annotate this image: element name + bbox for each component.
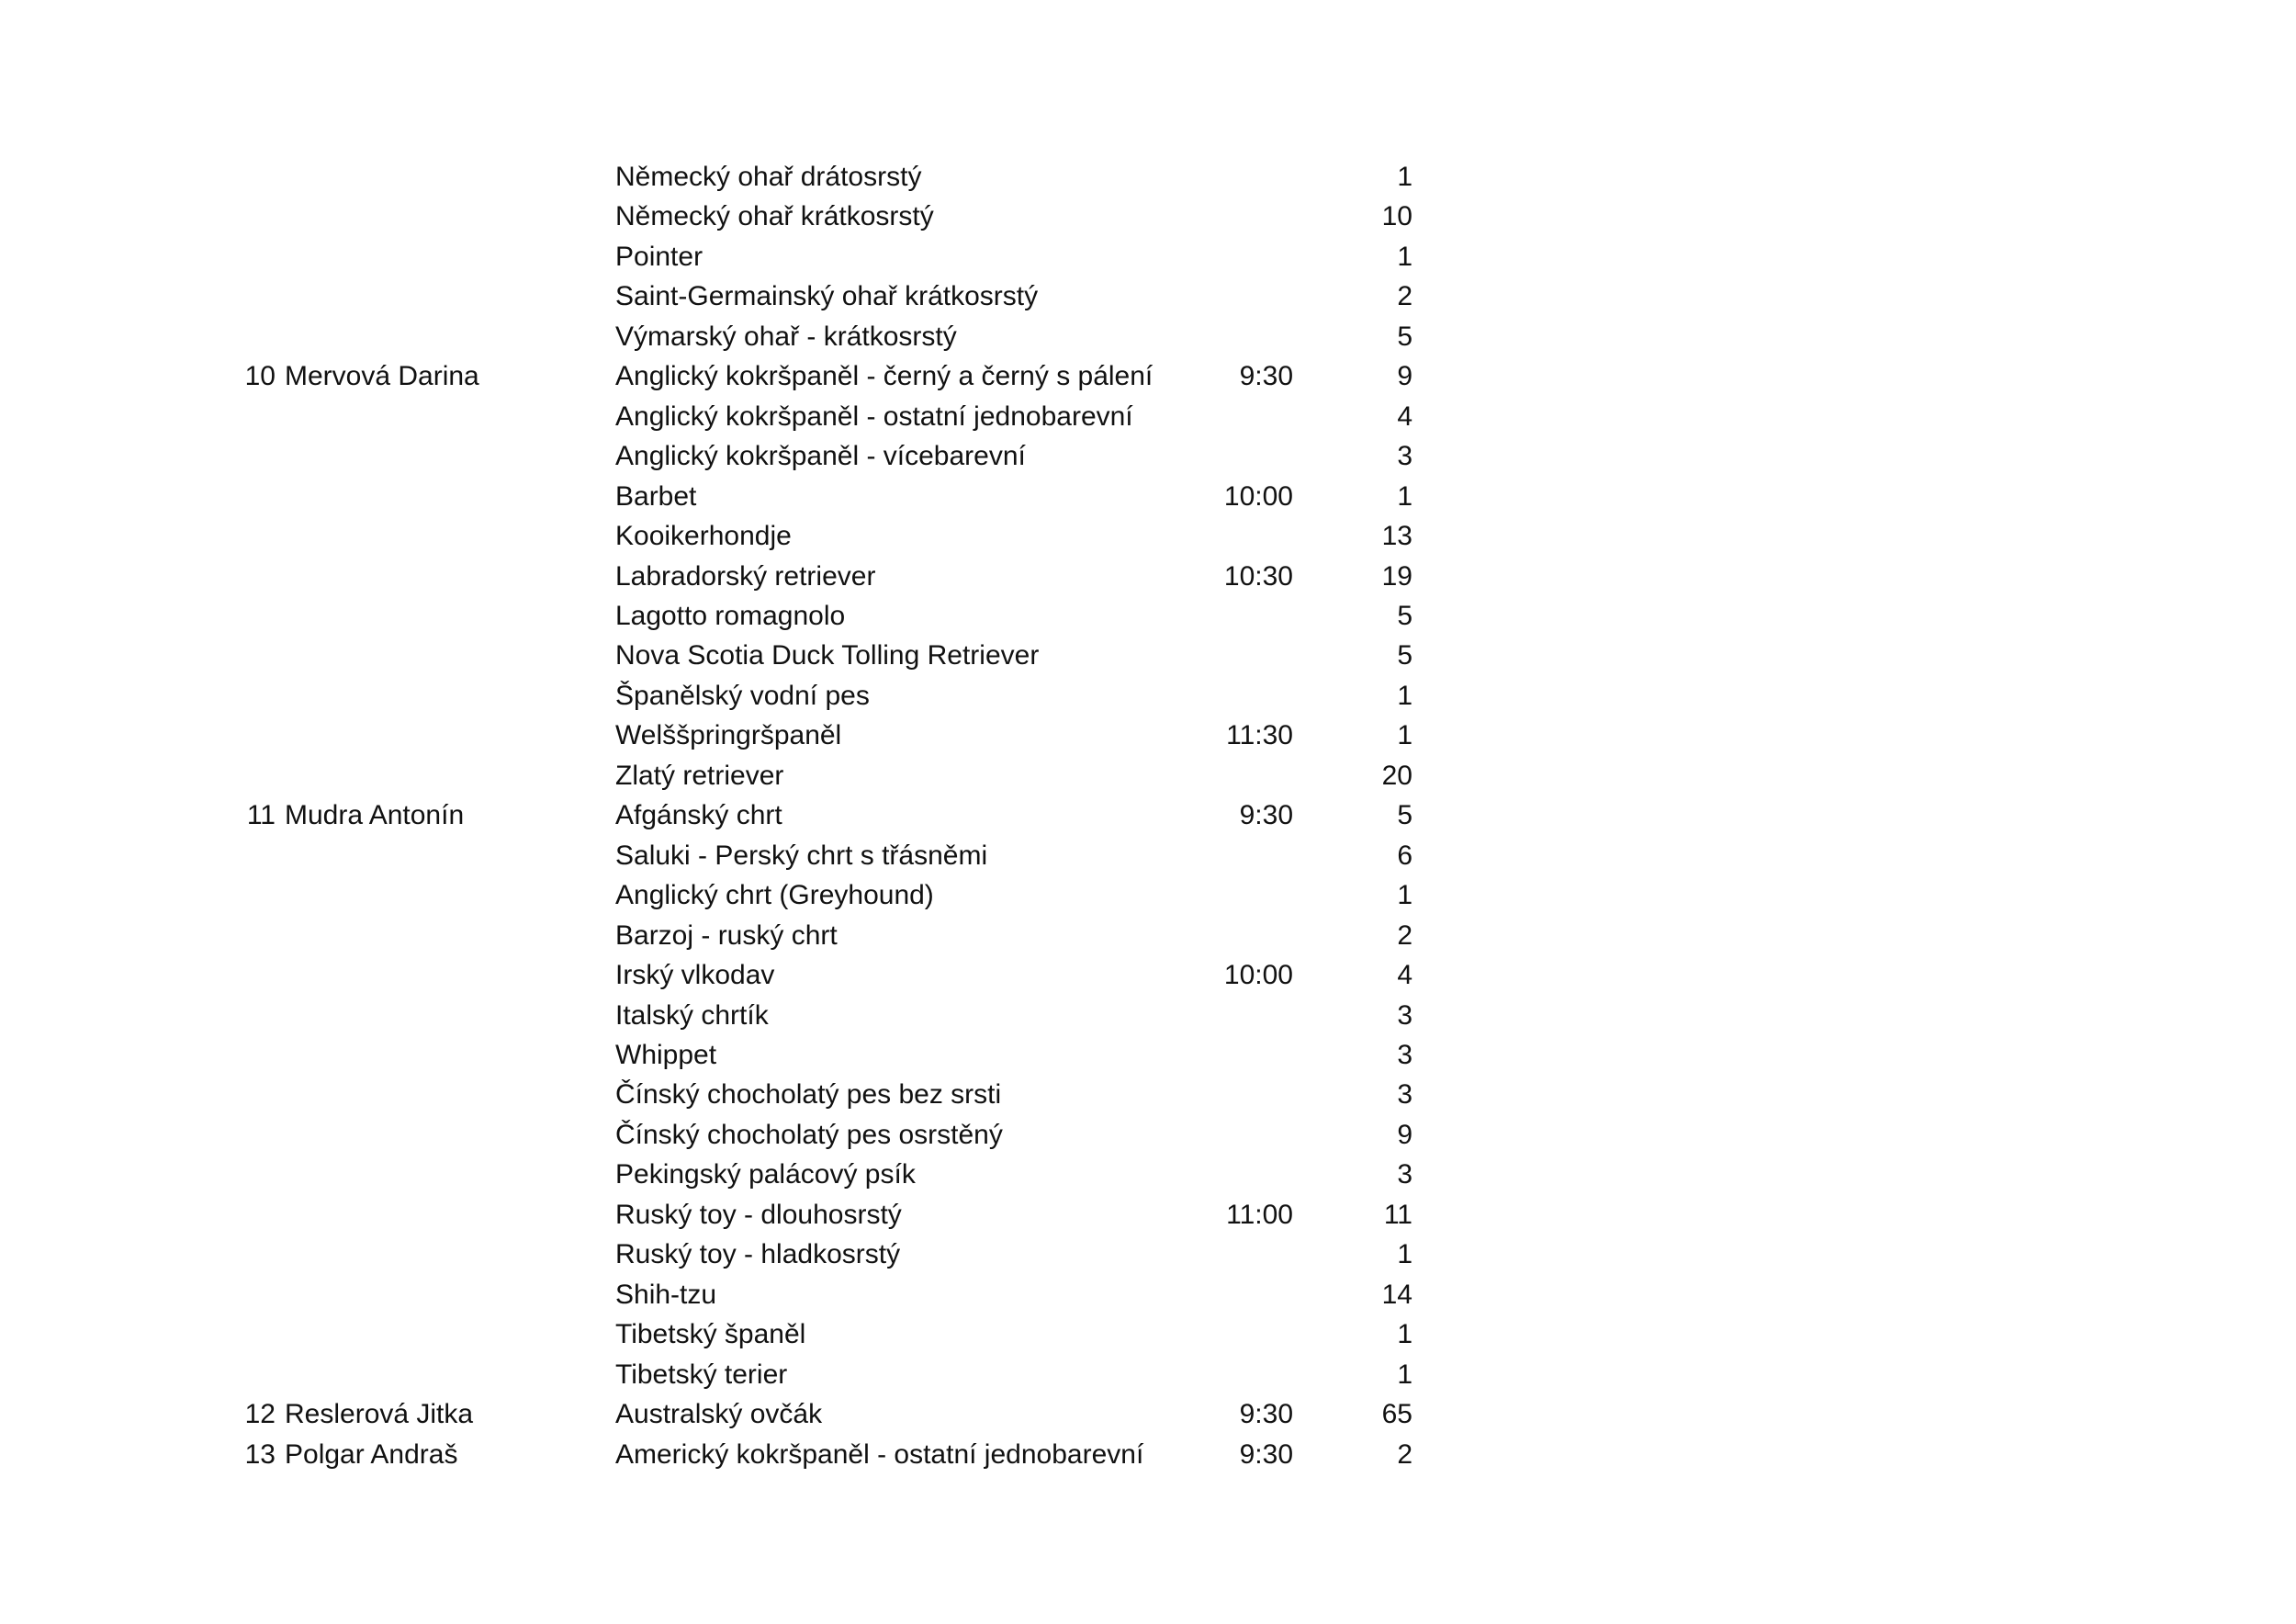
judge-ring-number <box>237 436 285 476</box>
start-time <box>1203 516 1293 556</box>
dog-count: 1 <box>1397 480 1412 512</box>
dog-count: 1 <box>1397 162 1412 192</box>
breed-name: Pekingský palácový psík <box>615 1159 916 1190</box>
table-row <box>237 397 1412 436</box>
start-time <box>1203 636 1293 675</box>
dog-count: 13 <box>1381 521 1412 552</box>
start-time <box>1203 157 1293 197</box>
judge-ring-number <box>237 836 285 875</box>
breed-name: Anglický kokršpaněl - černý a černý s pálení <box>615 361 1154 392</box>
dog-count: 14 <box>1381 1279 1412 1310</box>
table-row <box>237 317 1412 356</box>
judge-name <box>285 875 615 915</box>
breed-name: Whippet <box>615 1039 717 1070</box>
dog-count: 5 <box>1397 640 1412 671</box>
start-time <box>1203 916 1293 955</box>
dog-count: 9 <box>1397 1119 1412 1150</box>
start-time <box>1203 397 1293 436</box>
judge-ring-number <box>237 157 285 197</box>
judge-name <box>285 836 615 875</box>
dog-count: 1 <box>1397 1239 1412 1270</box>
start-time <box>1203 276 1293 316</box>
breed-name: Saluki - Perský chrt s třásněmi <box>615 840 988 871</box>
judge-ring-number: 10 <box>244 361 276 392</box>
dog-count: 3 <box>1397 999 1412 1031</box>
start-time <box>1203 996 1293 1035</box>
start-time <box>1203 1035 1293 1075</box>
judge-ring-number <box>237 636 285 675</box>
dog-count: 10 <box>1381 201 1412 232</box>
judge-name <box>285 1155 615 1194</box>
table-row <box>237 756 1412 795</box>
start-time <box>1203 1115 1293 1155</box>
dog-count: 4 <box>1397 400 1412 432</box>
judge-name <box>285 1314 615 1354</box>
judge-ring-number: 13 <box>244 1438 276 1470</box>
dog-count: 3 <box>1397 1039 1412 1070</box>
table-row <box>237 1275 1412 1314</box>
table-row <box>237 1235 1412 1274</box>
breed-name: Výmarský ohař - krátkosrstý <box>615 321 957 352</box>
breed-name: Irský vlkodav <box>615 960 775 991</box>
table-row <box>237 237 1412 276</box>
judge-ring-number <box>237 756 285 795</box>
breed-name: Tibetský španěl <box>615 1319 806 1350</box>
judge-ring-number <box>237 955 285 995</box>
judging-schedule-table <box>237 157 1412 1474</box>
judge-name: Mervová Darina <box>285 361 479 392</box>
dog-count: 5 <box>1397 800 1412 831</box>
breed-name: Saint-Germainský ohař krátkosrstý <box>615 281 1039 312</box>
dog-count: 1 <box>1397 241 1412 272</box>
dog-count: 1 <box>1397 720 1412 751</box>
judge-ring-number <box>237 237 285 276</box>
breed-name: Italský chrtík <box>615 999 769 1031</box>
dog-count: 20 <box>1381 760 1412 791</box>
dog-count: 1 <box>1397 880 1412 911</box>
dog-count: 2 <box>1397 1438 1412 1470</box>
start-time: 10:00 <box>1223 480 1293 512</box>
table-row <box>237 716 1412 755</box>
breed-name: Čínský chocholatý pes osrstěný <box>615 1119 1003 1150</box>
start-time <box>1203 317 1293 356</box>
breed-name: Tibetský terier <box>615 1359 788 1390</box>
dog-count: 6 <box>1397 840 1412 871</box>
judge-name <box>285 477 615 516</box>
judge-name <box>285 636 615 675</box>
start-time <box>1203 756 1293 795</box>
breed-name: Australský ovčák <box>615 1399 823 1430</box>
judge-name <box>285 1235 615 1274</box>
table-row <box>237 636 1412 675</box>
start-time: 10:00 <box>1223 960 1293 991</box>
breed-name: Německý ohař krátkosrstý <box>615 201 934 232</box>
judge-name <box>285 436 615 476</box>
start-time <box>1203 436 1293 476</box>
judge-ring-number <box>237 1235 285 1274</box>
start-time <box>1203 596 1293 636</box>
dog-count: 5 <box>1397 321 1412 352</box>
table-row <box>237 916 1412 955</box>
table-row <box>237 1394 1412 1434</box>
table-row <box>237 197 1412 236</box>
dog-count: 3 <box>1397 441 1412 472</box>
start-time <box>1203 1075 1293 1114</box>
judge-name <box>285 397 615 436</box>
judge-name: Polgar Andraš <box>285 1438 458 1470</box>
judge-ring-number <box>237 317 285 356</box>
dog-count: 2 <box>1397 919 1412 951</box>
start-time: 9:30 <box>1239 1399 1293 1430</box>
table-row <box>237 1355 1412 1394</box>
judge-name <box>285 756 615 795</box>
table-row <box>237 1075 1412 1114</box>
start-time: 9:30 <box>1239 361 1293 392</box>
judge-name <box>285 996 615 1035</box>
start-time <box>1203 1235 1293 1274</box>
dog-count: 1 <box>1397 680 1412 711</box>
start-time <box>1203 1155 1293 1194</box>
table-row <box>237 836 1412 875</box>
judge-name <box>285 1195 615 1235</box>
judge-ring-number <box>237 1195 285 1235</box>
start-time: 11:00 <box>1226 1199 1293 1230</box>
breed-name: Ruský toy - hladkosrstý <box>615 1239 901 1270</box>
judge-ring-number <box>237 557 285 596</box>
start-time: 9:30 <box>1239 1438 1293 1470</box>
table-row <box>237 356 1412 396</box>
judge-name <box>285 716 615 755</box>
start-time <box>1203 1275 1293 1314</box>
judge-ring-number <box>237 1075 285 1114</box>
table-row <box>237 996 1412 1035</box>
judge-ring-number <box>237 596 285 636</box>
start-time <box>1203 875 1293 915</box>
judge-ring-number <box>237 477 285 516</box>
judge-ring-number <box>237 716 285 755</box>
judge-ring-number: 11 <box>246 800 276 831</box>
breed-name: Afgánský chrt <box>615 800 782 831</box>
dog-count: 11 <box>1383 1199 1412 1230</box>
dog-count: 19 <box>1381 560 1412 592</box>
judge-name <box>285 516 615 556</box>
breed-name: Pointer <box>615 241 703 272</box>
breed-name: Čínský chocholatý pes bez srsti <box>615 1079 1002 1111</box>
breed-name: Španělský vodní pes <box>615 680 870 711</box>
dog-count: 1 <box>1397 1359 1412 1390</box>
breed-name: Zlatý retriever <box>615 760 784 791</box>
table-row <box>237 276 1412 316</box>
dog-count: 5 <box>1397 600 1412 631</box>
table-row <box>237 1035 1412 1075</box>
judge-name <box>285 317 615 356</box>
table-row <box>237 557 1412 596</box>
dog-count: 2 <box>1397 281 1412 312</box>
judge-ring-number <box>237 1115 285 1155</box>
start-time <box>1203 237 1293 276</box>
judge-ring-number: 12 <box>244 1399 276 1430</box>
judge-ring-number <box>237 276 285 316</box>
table-row <box>237 157 1412 197</box>
breed-name: Welššpringršpaněl <box>615 720 842 751</box>
start-time <box>1203 1314 1293 1354</box>
judge-name <box>285 1115 615 1155</box>
judge-ring-number <box>237 1314 285 1354</box>
judge-name: Mudra Antonín <box>285 800 465 831</box>
judge-name <box>285 1275 615 1314</box>
table-row <box>237 1155 1412 1194</box>
dog-count: 3 <box>1397 1159 1412 1190</box>
breed-name: Nova Scotia Duck Tolling Retriever <box>615 640 1040 671</box>
breed-name: Kooikerhondje <box>615 521 792 552</box>
judge-ring-number <box>237 1155 285 1194</box>
judge-name <box>285 676 615 716</box>
judge-name <box>285 276 615 316</box>
judge-name <box>285 237 615 276</box>
start-time: 10:30 <box>1223 560 1293 592</box>
table-row <box>237 875 1412 915</box>
breed-name: Anglický kokršpaněl - vícebarevní <box>615 441 1026 472</box>
breed-name: Anglický chrt (Greyhound) <box>615 880 934 911</box>
breed-name: Barbet <box>615 480 697 512</box>
start-time: 11:30 <box>1226 720 1293 751</box>
breed-name: Americký kokršpaněl - ostatní jednobarevní <box>615 1438 1144 1470</box>
judge-name <box>285 1075 615 1114</box>
judge-ring-number <box>237 397 285 436</box>
breed-name: Německý ohař drátosrstý <box>615 162 922 192</box>
judge-name: Reslerová Jitka <box>285 1399 474 1430</box>
judge-name <box>285 557 615 596</box>
breed-name: Labradorský retriever <box>615 560 876 592</box>
start-time: 9:30 <box>1239 800 1293 831</box>
dog-count: 65 <box>1381 1399 1412 1430</box>
table-row <box>237 516 1412 556</box>
table-row <box>237 596 1412 636</box>
judge-name <box>285 1355 615 1394</box>
table-row <box>237 795 1412 835</box>
table-row <box>237 1195 1412 1235</box>
table-row <box>237 1435 1412 1474</box>
breed-name: Lagotto romagnolo <box>615 600 846 631</box>
dog-count: 4 <box>1397 960 1412 991</box>
start-time <box>1203 197 1293 236</box>
breed-name: Ruský toy - dlouhosrstý <box>615 1199 902 1230</box>
judge-name <box>285 157 615 197</box>
judge-ring-number <box>237 676 285 716</box>
table-row <box>237 436 1412 476</box>
start-time <box>1203 836 1293 875</box>
judge-name <box>285 955 615 995</box>
judge-ring-number <box>237 996 285 1035</box>
judge-name <box>285 197 615 236</box>
table-row <box>237 676 1412 716</box>
judge-ring-number <box>237 1275 285 1314</box>
dog-count: 3 <box>1397 1079 1412 1111</box>
judge-name <box>285 596 615 636</box>
breed-name: Anglický kokršpaněl - ostatní jednobarevní <box>615 400 1133 432</box>
dog-count: 1 <box>1397 1319 1412 1350</box>
schedule-rows <box>237 157 1412 1474</box>
judge-ring-number <box>237 875 285 915</box>
judge-ring-number <box>237 516 285 556</box>
judge-ring-number <box>237 197 285 236</box>
breed-name: Shih-tzu <box>615 1279 717 1310</box>
dog-count: 9 <box>1397 361 1412 392</box>
judge-name <box>285 1035 615 1075</box>
breed-name: Barzoj - ruský chrt <box>615 919 838 951</box>
judge-ring-number <box>237 1355 285 1394</box>
judge-ring-number <box>237 1035 285 1075</box>
judge-name <box>285 916 615 955</box>
table-row <box>237 1115 1412 1155</box>
start-time <box>1203 676 1293 716</box>
table-row <box>237 1314 1412 1354</box>
table-row <box>237 477 1412 516</box>
table-row <box>237 955 1412 995</box>
start-time <box>1203 1355 1293 1394</box>
judge-ring-number <box>237 916 285 955</box>
